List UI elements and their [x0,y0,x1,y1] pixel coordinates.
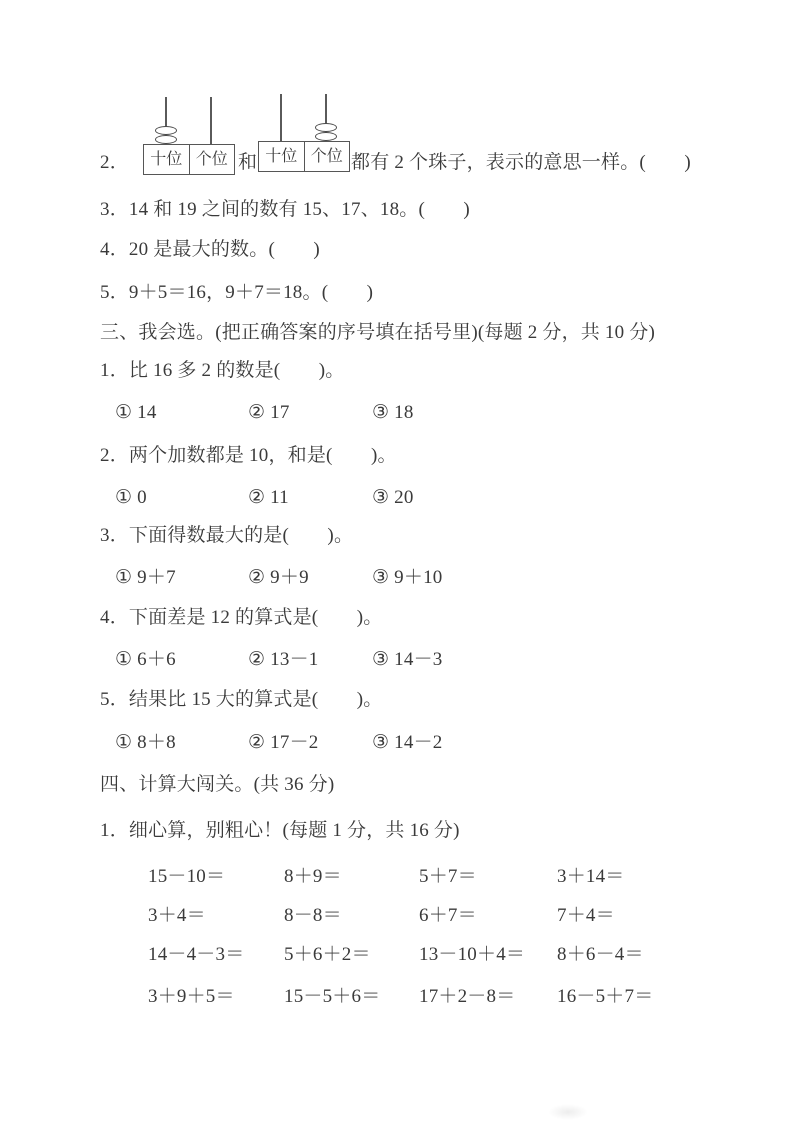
tens-place-label: 十位 [265,147,298,165]
ones-place-label: 个位 [189,145,235,174]
choice-option: ① 8＋8 [115,732,176,753]
abacus-diagram-tens [143,97,235,175]
calc-problem: 3＋4＝ [148,905,206,926]
choice-question-stem: 2．两个加数都是 10，和是( )。 [100,445,397,466]
abacus-bead [315,123,337,132]
choice-option: ② 11 [248,487,289,508]
choice-question-stem: 3．下面得数最大的是( )。 [100,525,354,546]
choice-option: ③ 9＋10 [372,567,443,588]
calc-problem: 3＋14＝ [557,866,625,887]
abacus-bead [315,132,337,141]
calc-problem: 8＋6－4＝ [557,944,644,965]
choice-option: ③ 18 [372,402,414,423]
calc-problem: 14－4－3＝ [148,944,245,965]
choice-option: ③ 20 [372,487,414,508]
choice-option: ① 14 [115,402,157,423]
choice-option: ① 0 [115,487,147,508]
choice-section-heading: 三、我会选。(把正确答案的序号填在括号里)(每题 2 分，共 10 分) [100,322,656,343]
tf-item-2-number: 2． [100,152,129,173]
choice-option: ① 9＋7 [115,567,176,588]
abacus-bead [155,126,177,135]
abacus-diagram-ones [258,94,350,172]
choice-option: ② 9＋9 [248,567,309,588]
choice-question-stem: 1．比 16 多 2 的数是( )。 [100,360,345,381]
calc-problem: 15－5＋6＝ [284,986,381,1007]
calc-problem: 8－8＝ [284,905,342,926]
choice-option: ② 17－2 [248,732,319,753]
calc-problem: 5＋6＋2＝ [284,944,371,965]
calc-problem: 3＋9＋5＝ [148,986,235,1007]
choice-option: ② 17 [248,402,290,423]
choice-question-stem: 4．下面差是 12 的算式是( )。 [100,607,383,628]
choice-option: ① 6＋6 [115,649,176,670]
calc-problem: 8＋9＝ [284,866,342,887]
tf-item-4: 4．20 是最大的数。( ) [100,239,320,260]
calc-problem: 6＋7＝ [419,905,477,926]
calc-problem: 13－10＋4＝ [419,944,526,965]
tf-item-2-connector: 和 [238,152,258,173]
abacus-rod-tens [280,94,282,141]
calc-problem: 5＋7＝ [419,866,477,887]
place-value-box [258,141,350,172]
tf-item-2-text: 都有 2 个珠子，表示的意思一样。( ) [351,152,691,173]
calc-section-heading: 四、计算大闯关。(共 36 分) [100,774,335,795]
place-value-box [143,144,235,175]
tens-place-label: 十位 [150,150,183,168]
choice-question-stem: 5．结果比 15 大的算式是( )。 [100,689,383,710]
choice-option: ③ 14－2 [372,732,443,753]
calc-problem: 17＋2－8＝ [419,986,516,1007]
tf-item-5: 5．9＋5＝16，9＋7＝18。( ) [100,282,374,303]
abacus-rod-ones [210,97,212,144]
choice-option: ③ 14－3 [372,649,443,670]
scan-smudge [548,1104,588,1120]
calc-problem: 15－10＝ [148,866,226,887]
ones-place-label: 个位 [304,142,350,171]
calc-problem: 7＋4＝ [557,905,615,926]
choice-option: ② 13－1 [248,649,319,670]
abacus-bead [155,135,177,144]
calc-problem: 16－5＋7＝ [557,986,654,1007]
calc-subheading: 1．细心算，别粗心！(每题 1 分，共 16 分) [100,820,460,841]
tf-item-3: 3．14 和 19 之间的数有 15、17、18。( ) [100,199,470,220]
